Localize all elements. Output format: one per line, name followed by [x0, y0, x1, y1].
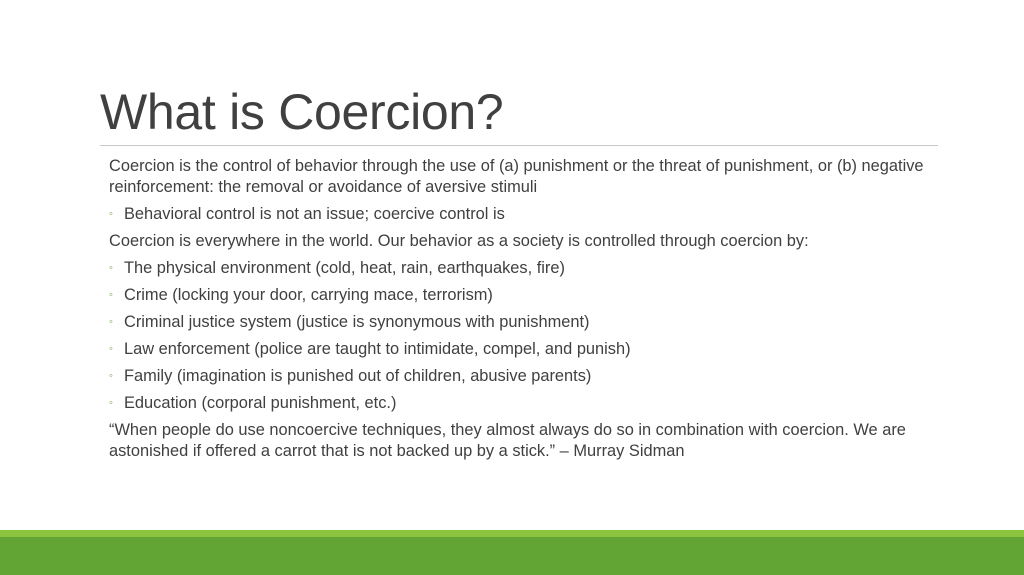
bullet-text: Education (corporal punishment, etc.) — [124, 394, 397, 412]
bullet-text: Family (imagination is punished out of children, abusive parents) — [124, 367, 592, 385]
bullet-item-physical-environment — [109, 258, 939, 279]
bullet-text: Law enforcement (police are taught to intimidate, compel, and punish) — [124, 340, 631, 358]
body-paragraph-quote: “When people do use noncoercive techniques, they almost always do so in combination with coercion. We are astonished if offered a carrot that is not backed up by a stick.” – Murray Sidman — [109, 421, 906, 460]
bullet-item-behavioral-control — [109, 204, 939, 225]
body-paragraph-everywhere: Coercion is everywhere in the world. Our behavior as a society is controlled through coercion by: — [109, 232, 809, 250]
body-paragraph-definition: Coercion is the control of behavior through the use of (a) punishment or the threat of punishment, or (b) negative reinforcement: the removal or avoidance of aversive stimuli — [109, 157, 924, 196]
title-divider — [100, 145, 938, 146]
slide-title: What is Coercion? — [100, 84, 504, 140]
hollow-bullet-icon: ◦ — [109, 289, 113, 301]
hollow-bullet-icon: ◦ — [109, 316, 113, 328]
bullet-text: Behavioral control is not an issue; coercive control is — [124, 205, 505, 223]
hollow-bullet-icon: ◦ — [109, 343, 113, 355]
hollow-bullet-icon: ◦ — [109, 370, 113, 382]
bullet-item-criminal-justice — [109, 312, 939, 333]
footer-band — [0, 537, 1024, 575]
hollow-bullet-icon: ◦ — [109, 262, 113, 274]
bullet-item-crime — [109, 285, 939, 306]
hollow-bullet-icon: ◦ — [109, 397, 113, 409]
footer-accent-stripe — [0, 530, 1024, 537]
bullet-item-education — [109, 393, 939, 414]
slide-body — [109, 156, 939, 468]
bullet-text: Crime (locking your door, carrying mace, terrorism) — [124, 286, 493, 304]
hollow-bullet-icon: ◦ — [109, 208, 113, 220]
bullet-item-law-enforcement — [109, 339, 939, 360]
bullet-item-family — [109, 366, 939, 387]
bullet-text: Criminal justice system (justice is synonymous with punishment) — [124, 313, 590, 331]
bullet-text: The physical environment (cold, heat, rain, earthquakes, fire) — [124, 259, 565, 277]
